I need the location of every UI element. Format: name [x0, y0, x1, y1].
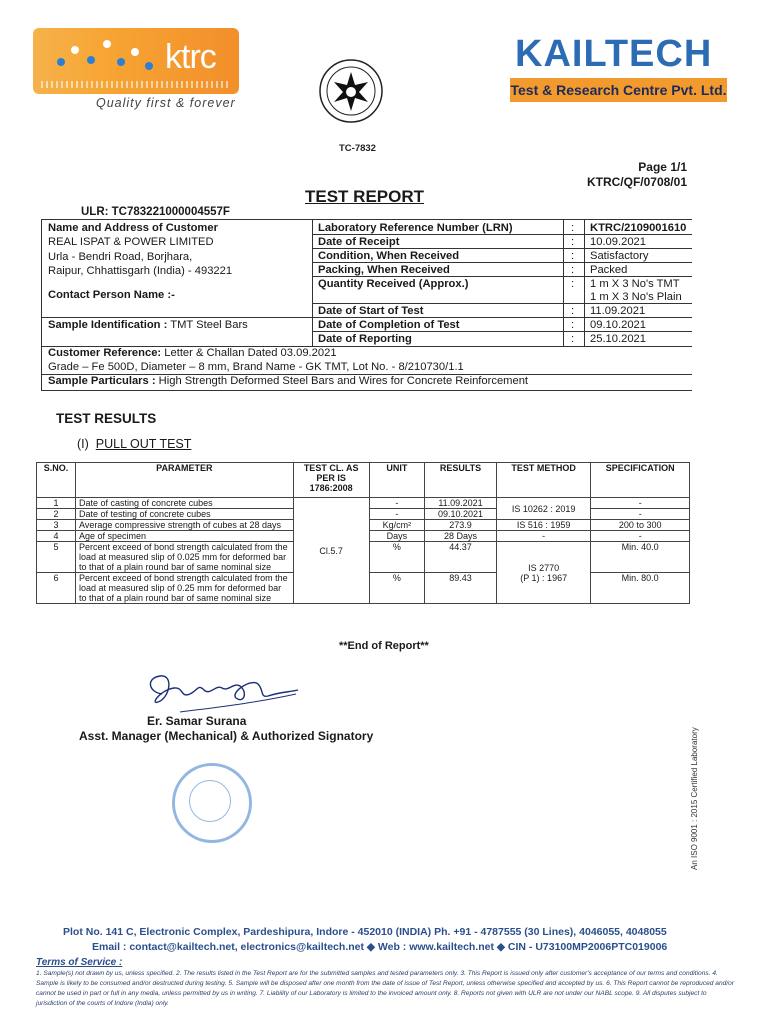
cell-result: 273.9 — [425, 520, 497, 531]
signatory-role: Asst. Manager (Mechanical) & Authorized Signatory — [79, 729, 374, 743]
cell-sno: 1 — [37, 498, 76, 509]
cell-method: IS 2770 (P 1) : 1967 — [496, 542, 590, 604]
company-subtitle: Test & Research Centre Pvt. Ltd. — [510, 78, 727, 102]
cell-sno: 4 — [37, 531, 76, 542]
lab-field-value: Packed — [590, 264, 628, 276]
handwritten-signature-icon — [140, 668, 300, 718]
ulr-number: ULR: TC783221000004557F — [81, 206, 230, 218]
test-results-heading: TEST RESULTS — [56, 411, 157, 426]
cell-parameter: Percent exceed of bond strength calculated from the load at measured slip of 0.025 mm for deformed bar to that of a plain round bar of same nominal size — [76, 542, 294, 573]
sample-particulars: Sample Particulars : High Strength Deformed Steel Bars and Wires for Concrete Reinforcement — [48, 375, 529, 387]
column-header: TEST METHOD — [496, 463, 590, 498]
cell-unit: - — [369, 509, 424, 520]
customer-reference: Customer Reference: Letter & Challan Dated 03.09.2021 — [48, 347, 337, 359]
cell-method: - — [496, 531, 590, 542]
customer-heading: Name and Address of Customer — [48, 222, 218, 234]
lab-field-label: Date of Completion of Test — [318, 319, 460, 331]
signatory-name: Er. Samar Surana — [147, 714, 247, 728]
logo-dot — [145, 62, 153, 70]
company-stamp-icon — [172, 763, 252, 843]
cell-spec: - — [591, 531, 690, 542]
lab-field-value: 25.10.2021 — [590, 333, 646, 345]
end-of-report: **End of Report** — [339, 640, 429, 652]
customer-address-line: Urla - Bendri Road, Borjhara, — [48, 251, 193, 263]
lab-field-value: 09.10.2021 — [590, 319, 646, 331]
lab-field-label: Laboratory Reference Number (LRN) — [318, 222, 513, 234]
lab-field-label: Date of Reporting — [318, 333, 412, 345]
iso-certification-note: An ISO 9001 : 2015 Certified Laboratory — [690, 727, 699, 870]
column-header: S.NO. — [37, 463, 76, 498]
report-title: TEST REPORT — [305, 187, 425, 206]
cell-unit: Days — [369, 531, 424, 542]
lab-field-value: Satisfactory — [590, 250, 649, 262]
cell-spec: 200 to 300 — [591, 520, 690, 531]
cell-spec: Min. 40.0 — [591, 542, 690, 573]
divider — [313, 248, 692, 249]
nabl-seal-icon — [318, 58, 384, 138]
grade-details: Grade – Fe 500D, Diameter – 8 mm, Brand Name - GK TMT, Lot No. - 8/210730/1.1 — [48, 361, 464, 373]
logo-dot — [87, 56, 95, 64]
cell-result: 09.10.2021 — [425, 509, 497, 520]
ktrc-logo-text: ktrc — [165, 38, 216, 76]
terms-of-service-text: 1. Sample(s) not drawn by us, unless specified. 2. The results listed in the Test Report are for the submitted samples and tested parameters only. 3. This Report is issued only after customer's acceptance of our terms and conditions. 4. Sample is likely to be consumed and/or destructed during testing. 5. Sample will be disposed after one month from the date of issue of Test Report, unless otherwise specified and accepted by us. 6. This Report cannot be reproduced and/or cannot be used in part or full in any media, unless permitted by us in writing. 7. Liability of our Laboratory is limited to the invoiced amount only. 8. Reports not given with ULR are not under our NABL scope. 9. All disputes subject to jurisdiction of the courts of Indore (India) only. — [36, 970, 734, 1007]
lab-field-value: 1 m X 3 No's Plain — [590, 291, 682, 303]
cell-parameter: Percent exceed of bond strength calculated from the load at measured slip of 0.25 mm for deformed bar to that of a plain round bar of same nominal size — [76, 573, 294, 604]
company-name: KAILTECH — [515, 33, 713, 75]
divider — [42, 317, 312, 318]
results-table — [36, 462, 690, 604]
cell-spec: Min. 80.0 — [591, 573, 690, 604]
ktrc-logo — [33, 28, 239, 94]
cell-result: 11.09.2021 — [425, 498, 497, 509]
logo-dot — [71, 46, 79, 54]
cell-result: 44.37 — [425, 542, 497, 573]
divider — [313, 234, 692, 235]
column-header: SPECIFICATION — [591, 463, 690, 498]
customer-name: REAL ISPAT & POWER LIMITED — [48, 236, 214, 248]
lab-field-label: Date of Start of Test — [318, 305, 424, 317]
cell-unit: Kg/cm² — [369, 520, 424, 531]
logo-dot — [103, 40, 111, 48]
cell-sno: 3 — [37, 520, 76, 531]
cell-sno: 5 — [37, 542, 76, 573]
logo-dot — [131, 48, 139, 56]
column-header: UNIT — [369, 463, 424, 498]
cell-parameter: Average compressive strength of cubes at 28 days — [76, 520, 294, 531]
cell-result: 89.43 — [425, 573, 497, 604]
cell-unit: % — [369, 573, 424, 604]
logo-dot — [57, 58, 65, 66]
customer-address-line: Raipur, Chhattisgarh (India) - 493221 — [48, 265, 233, 277]
lab-field-value: KTRC/2109001610 — [590, 222, 687, 234]
terms-of-service-title: Terms of Service : — [36, 957, 123, 968]
cell-parameter: Date of testing of concrete cubes — [76, 509, 294, 520]
cell-sno: 6 — [37, 573, 76, 604]
cell-spec: - — [591, 509, 690, 520]
divider — [313, 303, 692, 304]
table-header-row — [37, 463, 690, 498]
column-header: TEST CL. AS PER IS 1786:2008 — [293, 463, 369, 498]
page-number: Page 1/1 — [638, 160, 687, 174]
lab-field-labels — [313, 220, 564, 347]
lab-field-label: Packing, When Received — [318, 264, 450, 276]
lab-field-label: Quantity Received (Approx.) — [318, 278, 469, 290]
cell-unit: - — [369, 498, 424, 509]
cell-spec: - — [591, 498, 690, 509]
form-number: KTRC/QF/0708/01 — [586, 175, 687, 189]
lab-field-value: 11.09.2021 — [590, 305, 646, 317]
customer-column — [42, 220, 313, 347]
divider — [313, 317, 692, 318]
cell-clause: Cl.5.7 — [293, 498, 369, 604]
cell-unit: % — [369, 542, 424, 573]
cell-sno: 2 — [37, 509, 76, 520]
footer-contact: Email : contact@kailtech.net, electronics@kailtech.net ◆ Web : www.kailtech.net ◆ CIN - U73100MP2006PTC019006 — [92, 941, 668, 953]
tagline: Quality first & forever — [96, 96, 236, 110]
footer-address: Plot No. 141 C, Electronic Complex, Pardeshipura, Indore - 452010 (INDIA) Ph. +91 - 4787555 (30 Lines), 4046055, 4048055 — [63, 926, 667, 938]
colon-column: : : : : : : : : — [564, 220, 585, 347]
cell-parameter: Date of casting of concrete cubes — [76, 498, 294, 509]
customer-info-table — [41, 219, 692, 391]
contact-person-label: Contact Person Name :- — [48, 289, 175, 301]
logo-dot — [117, 58, 125, 66]
cell-parameter: Age of specimen — [76, 531, 294, 542]
divider — [313, 262, 692, 263]
logo-barcode-strip — [41, 81, 231, 88]
divider — [313, 276, 692, 277]
lab-field-value: 10.09.2021 — [590, 236, 646, 248]
pull-out-test-heading: (I) PULL OUT TEST — [77, 437, 192, 451]
lab-field-label: Date of Receipt — [318, 236, 400, 248]
sample-identification: Sample Identification : TMT Steel Bars — [48, 319, 248, 331]
divider — [313, 331, 692, 332]
cell-result: 28 Days — [425, 531, 497, 542]
tc-number: TC-7832 — [339, 143, 376, 154]
table-row — [37, 498, 690, 509]
lab-field-label: Condition, When Received — [318, 250, 460, 262]
column-header: PARAMETER — [76, 463, 294, 498]
cell-method: IS 516 : 1959 — [496, 520, 590, 531]
column-header: RESULTS — [425, 463, 497, 498]
lab-field-value: 1 m X 3 No's TMT — [590, 278, 680, 290]
cell-method: IS 10262 : 2019 — [496, 498, 590, 520]
